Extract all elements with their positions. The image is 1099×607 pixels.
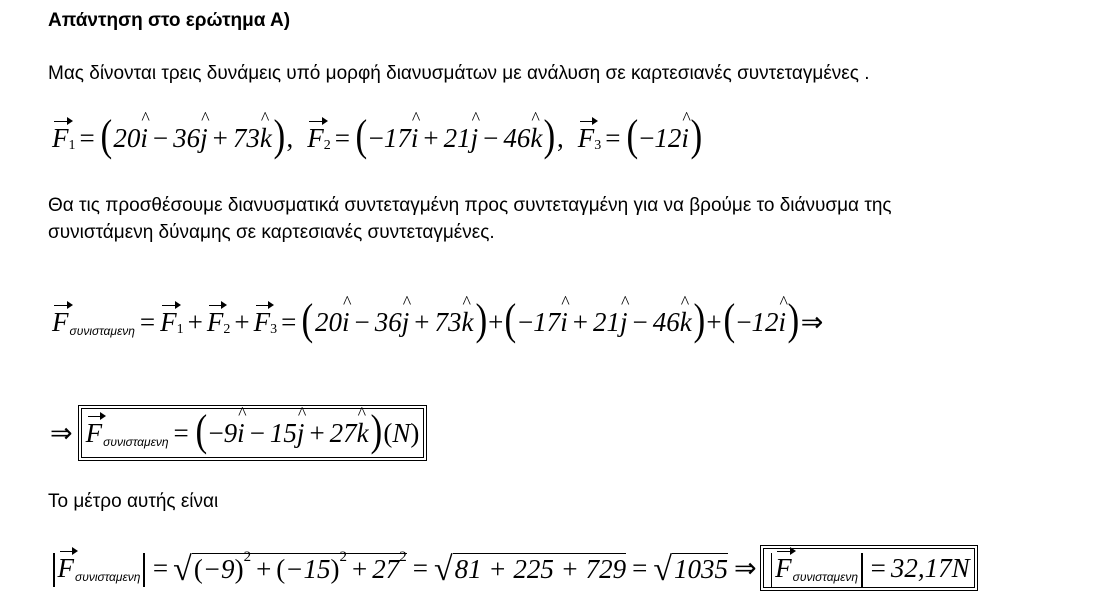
magnitude-value: 32,17N bbox=[890, 552, 970, 583]
section-heading: Απάντηση στο ερώτημα Α) bbox=[48, 10, 291, 31]
explanation-line-2: συνιστάμενη δύναμης σε καρτεσιανές συντεταγμένες. bbox=[48, 222, 495, 243]
magnitude-result-box: F συνισταμενη = 32,17N bbox=[763, 548, 975, 588]
result-k-coef: 27 bbox=[329, 417, 357, 448]
forces-equation: F 1 = ( 20 i ^ − 36 j ^ + 73 k ^ ) , F 2 = ( − 17 i ^ + 21 j ^ − 46 k ^ ) , F 3 = ( − 12 i ^ ) bbox=[52, 116, 704, 160]
result-j-coef: 15 bbox=[269, 417, 297, 448]
resultant-vector-symbol: F bbox=[52, 306, 69, 337]
implies-arrow: ⇒ bbox=[800, 306, 824, 337]
f3-i-coef: 12 bbox=[654, 122, 682, 153]
vector-f3-symbol: F bbox=[577, 122, 595, 153]
i-hat: i ^ bbox=[140, 125, 148, 152]
f1-k-coef: 73 bbox=[232, 122, 260, 153]
unit-label: N bbox=[392, 417, 411, 448]
f2-j-coef: 21 bbox=[443, 122, 471, 153]
k-hat: k ^ bbox=[260, 125, 272, 152]
vector-f1-symbol: F bbox=[52, 122, 69, 153]
result-equation: ⇒ F συνισταμενη = ( − 9 i ^ − 15 j ^ + 27 k ^ ) ( N ) bbox=[50, 408, 424, 458]
vector-f2-symbol: F bbox=[307, 122, 324, 153]
sqrt-expression: √ ( −9 ) 2 + ( −15 ) 2 + 27 2 bbox=[173, 549, 407, 588]
result-i-coef: 9 bbox=[223, 417, 238, 448]
explanation-line-1: Θα τις προσθέσουμε διανυσματικά συντεταγμένη προς συντεταγμένη για να βρούμε το διάνυσμα της bbox=[48, 195, 892, 216]
f2-i-coef: 17 bbox=[383, 122, 411, 153]
result-box: F συνισταμενη = ( − 9 i ^ − 15 j ^ + 27 k ^ ) ( N ) bbox=[81, 408, 425, 458]
magnitude-total: 1035 bbox=[674, 554, 729, 584]
f1-i-coef: 20 bbox=[113, 122, 141, 153]
j-hat: j ^ bbox=[200, 125, 208, 152]
f2-k-coef: 46 bbox=[503, 122, 531, 153]
sum-equation: F συνισταμενη = F 1 + F 2 + F 3 = ( 20 i ^ − 36 j ^ + 73 k ^ ) + ( − 17 i ^ + 21 j ^ − 46 k ^ ) + ( − 12 i ^ ) ⇒ bbox=[52, 300, 823, 344]
magnitude-paragraph: Το μέτρο αυτής είναι bbox=[48, 491, 219, 512]
intro-paragraph: Μας δίνονται τρεις δυνάμεις υπό μορφή διανυσμάτων με ανάλυση σε καρτεσιανές συντεταγμένες . bbox=[48, 63, 870, 84]
magnitude-sum: 81 + 225 + 729 bbox=[454, 554, 627, 584]
magnitude-equation: F συνισταμενη = √ ( −9 ) 2 + ( −15 ) 2 + 27 2 = √ 81 + 225 + 729 = √ 1035 ⇒ F συνισταμενη = 32,17N bbox=[50, 548, 975, 588]
f1-j-coef: 36 bbox=[173, 122, 201, 153]
